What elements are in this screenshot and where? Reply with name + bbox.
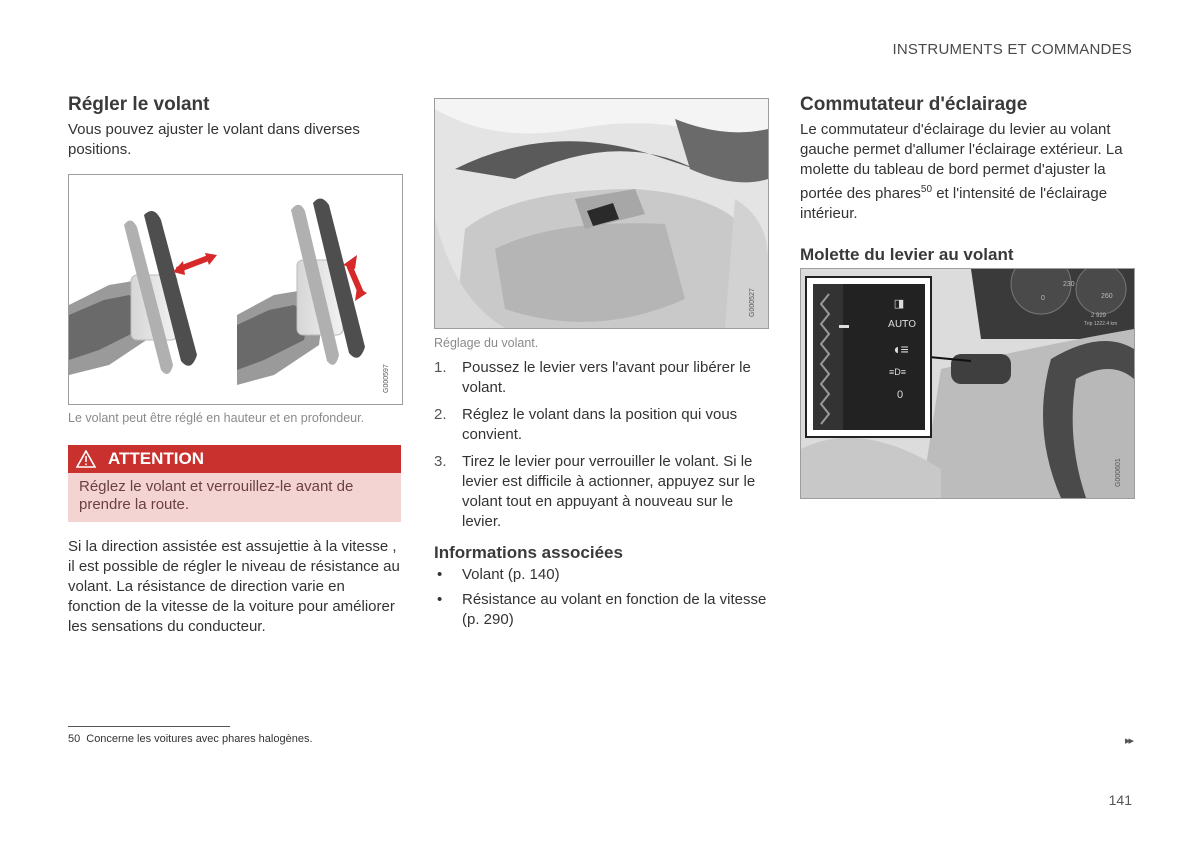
step-item: 3. Tirez le levier pour verrouiller le volant. Si le levier est difficile à actionner, appuyez sur le volant tout en appuyant à nouveau sur le levier. — [434, 453, 756, 530]
warning-triangle-icon — [76, 450, 96, 468]
warning-box — [68, 445, 401, 522]
step-item: 1. Poussez le levier vers l'avant pour libérer le volant. — [434, 359, 751, 396]
section-title-lighting: Commutateur d'éclairage — [800, 94, 1028, 115]
figure-code: G000527 — [749, 288, 756, 317]
steering-lever-photo — [434, 98, 769, 329]
headlight-icon: ◖≡ — [892, 341, 909, 357]
auto-label: AUTO — [888, 319, 917, 330]
related-links-list — [434, 565, 768, 635]
gauge-text: 2 929 — [1091, 313, 1107, 319]
parking-light-icon: ≡D≡ — [889, 367, 907, 377]
section-title-steering: Régler le volant — [68, 94, 210, 115]
gauge-text: 260 — [1101, 293, 1113, 300]
subsection-title: Molette du levier au volant — [800, 245, 1014, 264]
warning-label: ATTENTION — [108, 449, 205, 468]
assisted-steering-paragraph: Si la direction assistée est assujettie à la vitesse , il est possible de régler le niveau de résistance au volant. La résistance de direction varie en fonction de la vitesse de la voiture pour améliorer les sensations du conducteur. — [68, 538, 400, 635]
footnote-text: Concerne les voitures avec phares halogènes. — [86, 733, 313, 745]
related-link[interactable]: • Résistance au volant en fonction de la vitesse (p. 290) — [437, 591, 767, 628]
intro-text: Vous pouvez ajuster le volant dans diverses positions. — [68, 121, 360, 158]
page-number: 141 — [1108, 792, 1132, 808]
footnote-number: 50 — [68, 733, 81, 745]
section-header: INSTRUMENTS ET COMMANDES — [892, 41, 1132, 58]
warning-header — [68, 445, 401, 473]
steps-list — [434, 358, 768, 539]
figure-code: G000601 — [1115, 458, 1122, 487]
gauge-text: 230 — [1063, 281, 1075, 288]
steering-adjust-illustration — [68, 174, 403, 405]
footnote-reference[interactable]: 50 — [920, 184, 933, 195]
related-link[interactable]: • Volant (p. 140) — [437, 566, 560, 583]
footnote — [68, 733, 313, 745]
footnote-divider — [68, 726, 230, 727]
gauge-text: Trip 1222.4 km — [1084, 321, 1118, 327]
gauge-text: 0 — [1041, 295, 1045, 302]
figure-caption: Réglage du volant. — [434, 336, 539, 350]
warning-text: Réglez le volant et verrouillez-le avant de prendre la route. — [68, 473, 401, 522]
next-page-icon[interactable]: ▸▸ — [1124, 735, 1132, 747]
figure-code: G000597 — [383, 364, 390, 393]
related-info-title: Informations associées — [434, 543, 623, 562]
off-label: 0 — [897, 389, 904, 401]
light-switch-photo — [800, 268, 1135, 499]
figure-caption: Le volant peut être réglé en hauteur et en profondeur. — [68, 411, 365, 425]
lighting-paragraph: Le commutateur d'éclairage du levier au volant gauche permet d'allumer l'éclairage extérieur. La molette du tableau de bord permet d'ajuster la portée des phares$^{50}$ et l'intensité de l'éclairage intérieur. — [800, 121, 1123, 222]
svg-text:◨: ◨ — [893, 297, 905, 310]
step-item: 2. Réglez le volant dans la position qui vous convient. — [434, 406, 738, 443]
